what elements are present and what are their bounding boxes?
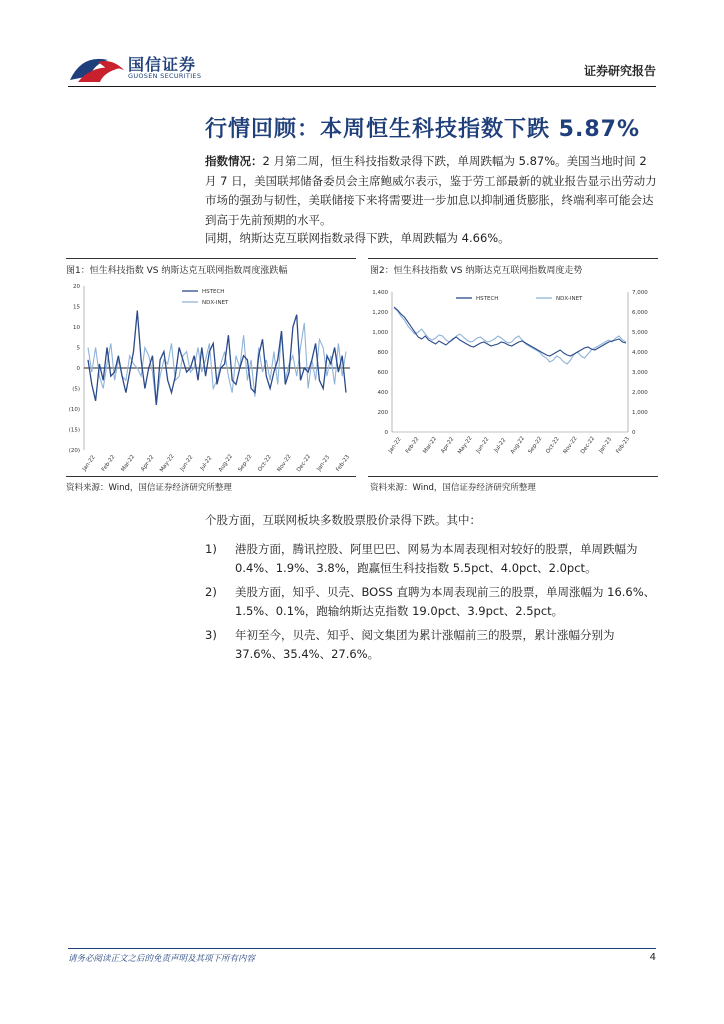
figure1-top-rule: [66, 258, 356, 259]
list-text: 港股方面，腾讯控股、阿里巴巴、网易为本周表现相对较好的股票，单周跌幅为 0.4%、1.9%、3.8%，跑赢恒生科技指数 5.5pct、4.0pct、2.0pct。: [235, 542, 638, 575]
footer-disclaimer: 请务必阅读正文之后的免责声明及其项下所有内容: [68, 954, 256, 964]
y-left-tick-label: 1,000: [372, 330, 388, 336]
paragraph-nasdaq: 同期，纳斯达克互联网指数录得下跌，单周跌幅为 4.66%。: [205, 231, 510, 245]
legend-label: HSTECH: [202, 289, 225, 295]
x-tick-label: Nov-22: [562, 435, 579, 456]
list-number: 2): [205, 585, 217, 599]
series-line-hstech: [394, 307, 626, 356]
x-tick-label: Apr-22: [440, 436, 456, 455]
x-tick-label: Feb-23: [615, 436, 632, 455]
y-left-tick-label: 0: [384, 430, 388, 436]
x-tick-label: Oct-22: [545, 436, 561, 455]
y-left-tick-label: 200: [377, 410, 388, 416]
paragraph-index-overview: [205, 152, 657, 230]
figure2-source: 资料来源：Wind，国信证券经济研究所整理: [370, 483, 536, 493]
figure1-source: 资料来源：Wind，国信证券经济研究所整理: [66, 483, 232, 493]
figure2-top-rule: [368, 258, 658, 259]
x-tick-label: Mar-22: [120, 453, 137, 473]
x-tick-label: Oct-22: [257, 454, 273, 473]
y-tick-label: 20: [73, 284, 80, 290]
footer-rule: [68, 948, 656, 949]
figure2-bottom-rule: [368, 476, 658, 477]
company-name-en: GUOSEN SECURITIES: [128, 72, 202, 80]
y-tick-label: (20): [68, 448, 80, 454]
list-item: [205, 540, 657, 580]
report-type: 证券研究报告: [583, 64, 656, 78]
y-right-tick-label: 6,000: [632, 310, 648, 316]
x-tick-label: Feb-22: [404, 436, 421, 455]
y-left-tick-label: 1,400: [372, 290, 388, 296]
y-tick-label: (10): [68, 407, 80, 413]
y-right-tick-label: 7,000: [632, 290, 648, 296]
company-name: 国信证券: [128, 55, 197, 74]
figure1-caption: 图1：恒生科技指数 VS 纳斯达克互联网指数周度涨跌幅: [66, 266, 288, 276]
section-title: 行情回顾：本周恒生科技指数下跌 5.87%: [205, 117, 640, 142]
y-right-tick-label: 4,000: [632, 350, 648, 356]
x-tick-label: Jun-22: [179, 454, 195, 473]
list-item: [205, 583, 657, 623]
legend-label: NDX-INET: [556, 296, 583, 302]
y-tick-label: (5): [72, 386, 80, 393]
x-tick-label: Jul-22: [199, 455, 214, 472]
y-tick-label: 15: [73, 304, 80, 311]
header-rule: [68, 86, 656, 87]
x-tick-label: Aug-22: [217, 453, 235, 474]
x-tick-label: Apr-22: [140, 454, 156, 473]
x-tick-label: Jan-22: [387, 436, 403, 455]
x-tick-label: Sep-22: [527, 435, 544, 456]
paragraph-lead: 指数情况：: [205, 154, 263, 168]
x-tick-label: May-22: [457, 435, 474, 456]
figure2-caption: 图2：恒生科技指数 VS 纳斯达克互联网指数周度走势: [370, 266, 583, 276]
y-right-tick-label: 5,000: [632, 330, 648, 336]
chart-weekly-change: [62, 278, 358, 474]
y-tick-label: 0: [76, 366, 80, 372]
y-left-tick-label: 800: [377, 350, 388, 356]
y-left-tick-label: 600: [377, 370, 388, 376]
y-left-tick-label: 1,200: [372, 310, 388, 316]
x-tick-label: Feb-23: [335, 454, 352, 473]
x-tick-label: Dec-22: [580, 435, 597, 456]
paragraph-body: 2 月第二周，恒生科技指数录得下跌，单周跌幅为 5.87%。美国当地时间 2 月 7 日，美国联邦储备委员会主席鲍威尔表示，鉴于劳工部最新的就业报告显示出劳动力市场的强劲与韧性，美联储接下来将需要进一步加息以抑制通货膨胀，终端利率可能会达到高于先前预期的水平。: [205, 154, 657, 227]
y-tick-label: 5: [76, 345, 80, 352]
legend-label: HSTECH: [476, 296, 499, 302]
list-text: 美股方面，知乎、贝壳、BOSS 直聘为本周表现前三的股票，单周涨幅为 16.6%、1.5%、0.1%，跑输纳斯达克指数 19.0pct、3.9pct、2.5pct。: [235, 585, 656, 618]
series-line-hstech: [88, 311, 346, 405]
y-left-tick-label: 400: [377, 390, 388, 396]
x-tick-label: Jan-23: [598, 436, 614, 455]
list-item: [205, 626, 657, 666]
x-tick-label: Nov-22: [276, 453, 293, 474]
legend-label: NDX-INET: [202, 300, 229, 306]
x-tick-label: Jan-22: [81, 454, 97, 473]
x-tick-label: May-22: [159, 453, 176, 474]
x-tick-label: Feb-22: [100, 454, 117, 473]
y-tick-label: 10: [73, 325, 80, 331]
x-tick-label: Mar-22: [422, 435, 439, 455]
page-number: 4: [649, 952, 656, 963]
list-number: 3): [205, 628, 217, 642]
paragraph-stocks: 个股方面，互联网板块多数股票股价录得下跌。其中：: [205, 513, 481, 527]
x-tick-label: Jan-23: [316, 454, 332, 473]
y-right-tick-label: 2,000: [632, 390, 648, 396]
x-tick-label: Sep-22: [237, 453, 254, 474]
series-line-ndx-inet: [88, 323, 346, 405]
y-right-tick-label: 1,000: [632, 410, 648, 416]
x-tick-label: Jul-22: [493, 437, 508, 454]
y-tick-label: (15): [68, 427, 80, 434]
series-line-ndx-inet: [394, 308, 626, 364]
y-right-tick-label: 0: [632, 430, 636, 436]
x-tick-label: Aug-22: [509, 435, 527, 456]
x-tick-label: Jun-22: [475, 436, 491, 455]
list-number: 1): [205, 542, 217, 556]
y-right-tick-label: 3,000: [632, 370, 648, 376]
list-text: 年初至今，贝壳、知乎、阅文集团为累计涨幅前三的股票，累计涨幅分别为 37.6%、35.4%、27.6%。: [235, 628, 615, 661]
chart-weekly-trend: [366, 278, 660, 474]
figure1-bottom-rule: [66, 476, 356, 477]
page-header: [0, 0, 724, 90]
x-tick-label: Dec-22: [296, 453, 313, 474]
